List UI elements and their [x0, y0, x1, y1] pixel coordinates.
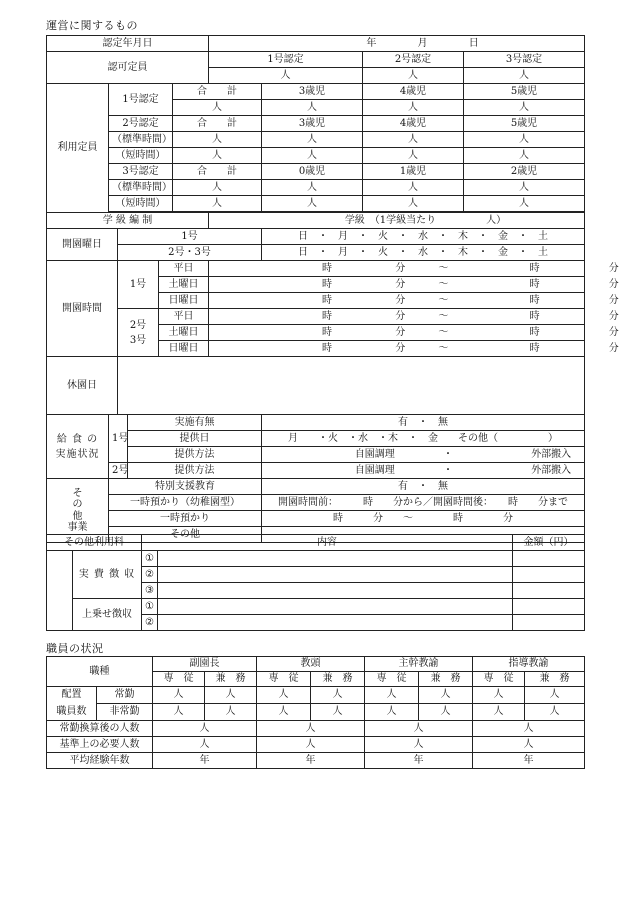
- staff-count-label: 職員数: [47, 704, 97, 721]
- staff-cell[interactable]: 人: [525, 704, 585, 721]
- day-unit: 日: [468, 37, 479, 49]
- fee-content-field[interactable]: [158, 551, 513, 567]
- usage-cell[interactable]: 人: [262, 132, 363, 148]
- staff-cell[interactable]: 人: [419, 687, 473, 704]
- required-label: 基準上の必要人数: [47, 737, 153, 753]
- usage-cell[interactable]: 人: [363, 132, 464, 148]
- open-days-type23-days[interactable]: 日 ・ 月 ・ 火 ・ 水 ・ 木 ・ 金 ・ 土: [262, 245, 585, 261]
- fee-content-field[interactable]: [158, 615, 513, 631]
- open-days-type1: 1号: [118, 229, 262, 245]
- staff-cell[interactable]: 人: [311, 687, 365, 704]
- staff-cell[interactable]: 人: [153, 737, 257, 753]
- saturday-label: 土曜日: [159, 325, 209, 341]
- closed-days-field[interactable]: [118, 357, 585, 415]
- open-hours-time-row[interactable]: 時 分 ～ 時 分: [209, 277, 585, 293]
- usage-age3-header: 3歳児: [262, 116, 363, 132]
- usage-total-header: 合 計: [173, 84, 262, 100]
- staff-heading: 職員の状況: [46, 642, 104, 655]
- usage-total-header: 合 計: [173, 116, 262, 132]
- fees-label: その他利用料: [47, 535, 142, 551]
- usage-cell[interactable]: 人: [464, 196, 585, 212]
- usage-cell[interactable]: 人: [173, 132, 262, 148]
- usage-cell[interactable]: 人: [173, 196, 262, 212]
- capacity-value1[interactable]: 人: [209, 68, 363, 84]
- fee-amount-field[interactable]: [513, 567, 585, 583]
- approval-date-field[interactable]: [209, 36, 585, 52]
- usage-cell[interactable]: 人: [464, 180, 585, 196]
- temp-care-value[interactable]: 時 分 ～ 時 分: [262, 511, 585, 527]
- usage-cell[interactable]: 人: [173, 100, 262, 116]
- class-system-label: 学 級 編 制: [47, 213, 209, 229]
- capacity-type2: 2号認定: [363, 52, 464, 68]
- open-days-type23: 2号・3号: [118, 245, 262, 261]
- avg-years-label: 平均経験年数: [47, 753, 153, 769]
- staff-cell[interactable]: 人: [205, 687, 257, 704]
- meals-method-value[interactable]: 自園調理 ・ 外部搬入: [262, 447, 585, 463]
- temp-care-kinder-label: 一時預かり（幼稚園型）: [109, 495, 262, 511]
- usage-cell[interactable]: 人: [262, 148, 363, 164]
- meals-label: 給 食 の 実施状況: [47, 415, 109, 479]
- staff-cell[interactable]: 人: [205, 704, 257, 721]
- usage-short-label: （短時間）: [109, 196, 173, 212]
- fee-mark: ①: [142, 551, 158, 567]
- usage-cell[interactable]: 人: [262, 100, 363, 116]
- weekday-label: 平日: [159, 309, 209, 325]
- usage-age5-header: 5歳児: [464, 116, 585, 132]
- usage-age1-header: 1歳児: [363, 164, 464, 180]
- usage-cell[interactable]: 人: [363, 180, 464, 196]
- usage-cell[interactable]: 人: [464, 100, 585, 116]
- open-hours-time-row[interactable]: 時 分 ～ 時 分: [209, 341, 585, 357]
- staff-cell[interactable]: 人: [153, 687, 205, 704]
- concurrent-header: 兼 務: [311, 672, 365, 687]
- staff-cell[interactable]: 人: [365, 721, 473, 737]
- staff-cell[interactable]: 人: [257, 721, 365, 737]
- staff-cell[interactable]: 年: [153, 753, 257, 769]
- usage-cell[interactable]: 人: [464, 132, 585, 148]
- regular-label: 常勤: [97, 687, 153, 704]
- staff-cell[interactable]: 人: [153, 704, 205, 721]
- staff-cell[interactable]: 人: [419, 704, 473, 721]
- capacity-type3: 3号認定: [464, 52, 585, 68]
- fee-mark: ②: [142, 615, 158, 631]
- fte-label: 常勤換算後の人数: [47, 721, 153, 737]
- temp-care-kinder-value[interactable]: 開園時間前： 時 分から／開園時間後： 時 分まで: [262, 495, 585, 511]
- usage-cell[interactable]: 人: [262, 180, 363, 196]
- year-unit: 年: [366, 37, 377, 49]
- staff-cell[interactable]: 人: [473, 704, 525, 721]
- concurrent-header: 兼 務: [525, 672, 585, 687]
- fees-amount-header: 金額（円）: [513, 535, 585, 551]
- fees-table: [46, 534, 585, 631]
- meals-days-label: 提供日: [128, 431, 262, 447]
- usage-label: 利用定員: [47, 84, 109, 213]
- usage-age0-header: 0歳児: [262, 164, 363, 180]
- open-hours-time-row[interactable]: 時 分 ～ 時 分: [209, 325, 585, 341]
- weekday-label: 平日: [159, 261, 209, 277]
- staff-cell[interactable]: 人: [473, 687, 525, 704]
- fee-amount-field[interactable]: [513, 599, 585, 615]
- usage-type2-label: 2号認定: [109, 116, 173, 132]
- fees-spacer: [47, 551, 73, 631]
- meals-type2: 2号: [109, 463, 128, 479]
- usage-type1-label: 1号認定: [109, 84, 173, 116]
- fee-mark: ③: [142, 583, 158, 599]
- usage-cell[interactable]: 人: [363, 100, 464, 116]
- operations-table: [46, 35, 619, 543]
- position-vice-principal: 副園長: [153, 657, 257, 672]
- part-time-label: 非常勤: [97, 704, 153, 721]
- month-unit: 月: [417, 37, 428, 49]
- open-days-type1-days[interactable]: 日 ・ 月 ・ 火 ・ 水 ・ 木 ・ 金 ・ 土: [262, 229, 585, 245]
- concurrent-header: 兼 務: [205, 672, 257, 687]
- position-chief-teacher: 主幹教諭: [365, 657, 473, 672]
- usage-type3-label: 3号認定: [109, 164, 173, 180]
- usage-total-header: 合 計: [173, 164, 262, 180]
- meals-type1: 1号: [109, 415, 128, 463]
- closed-days-label: 休園日: [47, 357, 118, 415]
- capacity-label: 認可定員: [47, 52, 209, 84]
- staff-cell[interactable]: 人: [365, 687, 419, 704]
- meals-implement-label: 実施有無: [128, 415, 262, 431]
- staff-table: [46, 656, 585, 769]
- meals-days-value[interactable]: 月 ・火 ・水 ・木 ・ 金 その他（ ）: [262, 431, 585, 447]
- usage-age4-header: 4歳児: [363, 84, 464, 100]
- fee-amount-field[interactable]: [513, 583, 585, 599]
- meals-method-label: 提供方法: [128, 447, 262, 463]
- staff-cell[interactable]: 人: [257, 704, 311, 721]
- fees-content-header: 内容: [142, 535, 513, 551]
- usage-age5-header: 5歳児: [464, 84, 585, 100]
- usage-age4-header: 4歳児: [363, 116, 464, 132]
- concurrent-header: 兼 務: [419, 672, 473, 687]
- usage-standard-label: （標準時間）: [109, 132, 173, 148]
- fee-content-field[interactable]: [158, 567, 513, 583]
- saturday-label: 土曜日: [159, 277, 209, 293]
- full-time-header: 専 従: [473, 672, 525, 687]
- fee-content-field[interactable]: [158, 583, 513, 599]
- position-head-teacher: 教頭: [257, 657, 365, 672]
- usage-cell[interactable]: 人: [262, 196, 363, 212]
- special-support-label: 特別支援教育: [109, 479, 262, 495]
- fees-actual-label: 実 費 徴 収: [73, 551, 142, 599]
- fee-amount-field[interactable]: [513, 551, 585, 567]
- open-hours-time-row[interactable]: 時 分 ～ 時 分: [209, 261, 585, 277]
- fee-mark: ②: [142, 567, 158, 583]
- open-hours-label: 開園時間: [47, 261, 118, 357]
- position-guidance-teacher: 指導教諭: [473, 657, 585, 672]
- usage-cell[interactable]: 人: [363, 196, 464, 212]
- staff-cell[interactable]: 人: [153, 721, 257, 737]
- full-time-header: 専 従: [257, 672, 311, 687]
- fee-mark: ①: [142, 599, 158, 615]
- usage-short-label: （短時間）: [109, 148, 173, 164]
- meals-implement-value[interactable]: 有 ・ 無: [262, 415, 585, 431]
- approval-date-label: 認定年月日: [47, 36, 209, 52]
- usage-standard-label: （標準時間）: [109, 180, 173, 196]
- other-services-label: そ の 他 事業: [47, 479, 109, 543]
- staff-cell[interactable]: 人: [311, 704, 365, 721]
- open-hours-time-row[interactable]: 時 分 ～ 時 分: [209, 293, 585, 309]
- capacity-value2[interactable]: 人: [363, 68, 464, 84]
- staff-cell[interactable]: 年: [473, 753, 585, 769]
- meals-method-value[interactable]: 自園調理 ・ 外部搬入: [262, 463, 585, 479]
- staff-cell[interactable]: 年: [365, 753, 473, 769]
- fee-content-field[interactable]: [158, 599, 513, 615]
- usage-cell[interactable]: 人: [363, 148, 464, 164]
- fee-amount-field[interactable]: [513, 615, 585, 631]
- open-hours-type23: 2号 3号: [118, 309, 159, 357]
- full-time-header: 専 従: [365, 672, 419, 687]
- fees-surcharge-label: 上乗せ徴収: [73, 599, 142, 631]
- usage-age3-header: 3歳児: [262, 84, 363, 100]
- staff-cell[interactable]: 人: [525, 687, 585, 704]
- class-system-field[interactable]: 学級 （1学級当たり 人）: [209, 213, 585, 229]
- staff-type-label: 職種: [47, 657, 153, 687]
- staff-cell[interactable]: 人: [473, 737, 585, 753]
- staff-cell[interactable]: 人: [473, 721, 585, 737]
- special-support-value[interactable]: 有 ・ 無: [262, 479, 585, 495]
- operations-heading: 運営に関するもの: [46, 19, 138, 32]
- usage-cell[interactable]: 人: [464, 148, 585, 164]
- staff-cell[interactable]: 人: [257, 737, 365, 753]
- staff-cell[interactable]: 年: [257, 753, 365, 769]
- meals-method-label: 提供方法: [128, 463, 262, 479]
- open-days-label: 開園曜日: [47, 229, 118, 261]
- usage-cell[interactable]: 人: [173, 148, 262, 164]
- staff-cell[interactable]: 人: [257, 687, 311, 704]
- staff-cell[interactable]: 人: [365, 704, 419, 721]
- temp-care-label: 一時預かり: [109, 511, 262, 527]
- sunday-label: 日曜日: [159, 341, 209, 357]
- usage-cell[interactable]: 人: [173, 180, 262, 196]
- capacity-type1: 1号認定: [209, 52, 363, 68]
- open-hours-time-row[interactable]: 時 分 ～ 時 分: [209, 309, 585, 325]
- other-service-label: その他: [109, 527, 262, 543]
- usage-age2-header: 2歳児: [464, 164, 585, 180]
- full-time-header: 専 従: [153, 672, 205, 687]
- capacity-value3[interactable]: 人: [464, 68, 585, 84]
- sunday-label: 日曜日: [159, 293, 209, 309]
- open-hours-type1: 1号: [118, 261, 159, 309]
- staff-cell[interactable]: 人: [365, 737, 473, 753]
- placement-label: 配置: [47, 687, 97, 704]
